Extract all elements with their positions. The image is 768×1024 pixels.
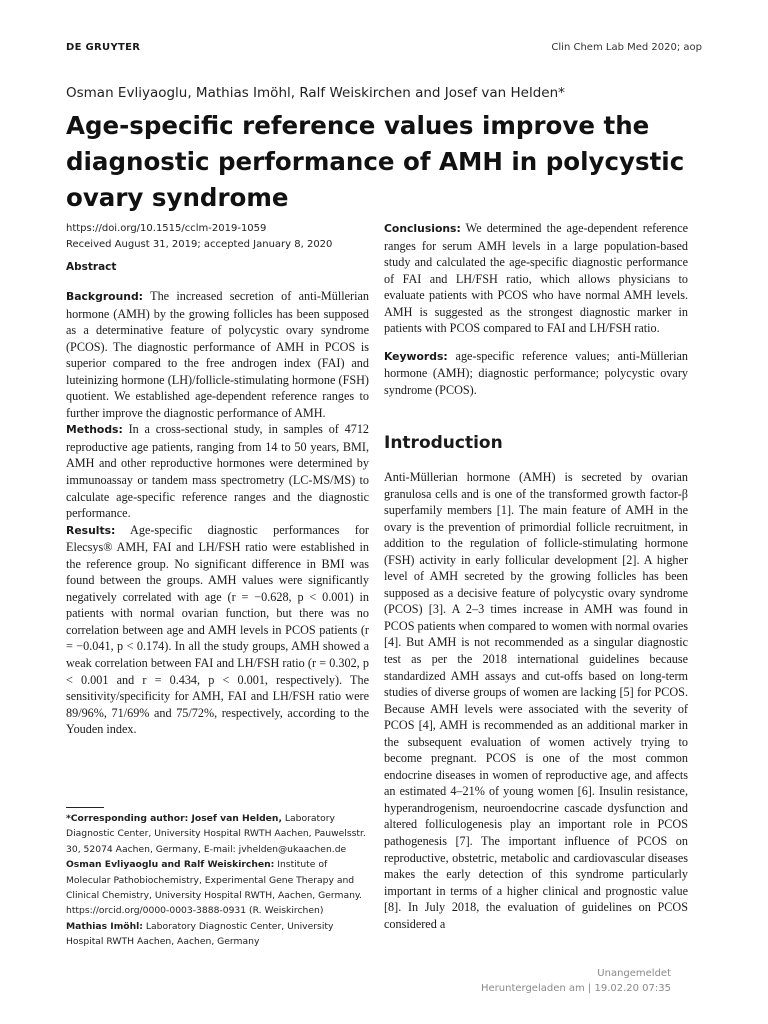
article-meta	[66, 221, 332, 253]
watermark-status: Unangemeldet	[597, 968, 671, 979]
background-text: The increased secretion of anti-Müllerian hormone (AMH) by the growing follicles has been supposed as a determinative feature of polycystic ovary syndrome (PCOS). The diagnostic performance of AMH in PCOS is superior compared to the free androgen index (FAI) and luteinizing hormone (LH)/follicle-stimulating hormone (FSH) quotient. We established age-dependent reference ranges to further improve the diagnostic performance of AMH.	[66, 289, 369, 420]
results-text: Age-specific diagnostic performances for Elecsys® AMH, FAI and LH/FSH ratio were established in the reference group. No significant difference in BMI was found between the groups. AMH values were significantly negatively correlated with age (r = −0.628, p < 0.001) in patients with normal ovarian function, but there was no correlation between age and AMH levels in PCOS patients (r = −0.041, p < 0.174). In all the study groups, AMH showed a weak correlation between FAI and LH/FSH ratio (r = 0.302, p < 0.001 and r = 0.434, p < 0.001, respectively). The sensitivity/specificity for AMH, FAI and LH/FSH ratio were 89/96%, 71/69% and 75/72%, respectively, according to the Youden index.	[66, 522, 369, 737]
affiliation-1-text: Institute of Molecular Pathobiochemistry, Experimental Gene Therapy and Clinical Chemistry, University Hospital RWTH, Aachen, Germany. https://orcid.org/0000-0003-3888-0931 (R. Weiskirchen)	[66, 859, 362, 917]
abstract-left-column	[66, 288, 369, 738]
article-title: Age-specific reference values improve the diagnostic performance of AMH in polycystic ovary syndrome	[66, 111, 685, 212]
affiliation-2-label: Mathias Imöhl:	[66, 920, 143, 932]
received-dates: Received August 31, 2019; accepted January 8, 2020	[66, 239, 333, 250]
methods-text: In a cross-sectional study, in samples of 4712 reproductive age patients, ranging from 14 to 50 years, BMI, AMH and other reproductive hormones were determined by immunoassay or tandem mass spectrometry (LC-MS/MS) to calculate age-specific reference ranges and the diagnostic performance.	[66, 422, 370, 521]
corresponding-author-label: *Corresponding author: Josef van Helden,	[66, 813, 282, 824]
author-list: Osman Evliyaoglu, Mathias Imöhl, Ralf Weiskirchen and Josef van Helden*	[66, 85, 565, 101]
methods-label: Methods:	[66, 423, 123, 437]
doi-link[interactable]: https://doi.org/10.1515/cclm-2019-1059	[66, 223, 267, 234]
journal-citation: Clin Chem Lab Med 2020; aop	[551, 42, 702, 53]
conclusions-text: We determined the age-dependent reference ranges for serum AMH levels in a large population-based study and calculated the age-specific diagnostic performance of FAI and LH/FSH ratio, which allows physicians to evaluate patients with PCOS who have normal AMH levels. AMH is suggested as the strongest diagnostic marker in patients with PCOS compared to FAI and LH/FSH ratio.	[384, 221, 689, 336]
keywords-paragraph	[384, 348, 688, 399]
publisher-name: DE GRUYTER	[66, 42, 141, 53]
affiliation-note-1	[66, 857, 371, 919]
results-paragraph	[66, 522, 369, 738]
author-footnotes	[66, 811, 371, 950]
methods-paragraph	[66, 421, 369, 521]
keywords-label: Keywords:	[384, 349, 448, 363]
footnote-divider	[66, 807, 104, 808]
abstract-right-column	[384, 220, 688, 398]
affiliation-note-2	[66, 919, 371, 950]
abstract-heading: Abstract	[66, 261, 117, 273]
introduction-text: Anti-Müllerian hormone (AMH) is secreted by ovarian granulosa cells and is one of the transformed growth factor-β superfamily members [1]. The main feature of AMH in the ovary is the prevention of primordial follicle recruitment, in addition to the regulation of follicle-stimulating hormone (FSH) activity in early follicular development [2]. A higher level of AMH secreted by the growing follicles has been supposed as a decisive feature of polycystic ovary syndrome (PCOS) [3]. A 2–3 times increase in AMH was found in PCOS patients when compared to women with normal ovaries [4]. But AMH is not recommended as a singular diagnostic test as per the 2018 international guidelines because standardized AMH assays and cut-offs based on long-term studies of diverse groups of women are lacking [5] for PCOS. Because AMH levels were associated with the severity of PCOS [4], AMH is recommended as an additional marker in the subsequent evaluation of women actively trying to become pregnant. PCOS is one of the most common endocrine diseases in women of reproductive age, and affects an estimated 4–21% of young women [6]. Insulin resistance, hyperandrogenism, neuroendocrine cascade dysfunction and altered folliculogenesis play an important role in PCOS pathogenesis [7]. The important influence of PCOS on reproductive, obstetric, metabolic and cardiovascular diseases makes the early detection of this syndrome particularly important in terms of a higher clinical and prognostic value [8]. In July 2018, the evaluation of guidelines on PCOS considered a	[384, 470, 688, 931]
results-label: Results:	[66, 523, 116, 537]
affiliation-1-label: Osman Evliyaoglu and Ralf Weiskirchen:	[66, 859, 275, 871]
conclusions-label: Conclusions:	[384, 222, 461, 235]
introduction-heading: Introduction	[384, 433, 503, 453]
keywords-text: age-specific reference values; anti-Müllerian hormone (AMH); diagnostic performance; polycystic ovary syndrome (PCOS).	[384, 348, 688, 397]
corresponding-author-note	[66, 811, 371, 857]
corresponding-author-address: Laboratory Diagnostic Center, University Hospital RWTH Aachen, Pauwelsstr. 30, 52074 Aachen, Germany, E-mail: jvhelden@ukaachen.de	[66, 813, 366, 855]
watermark-download-date: Heruntergeladen am | 19.02.20 07:35	[480, 983, 671, 994]
conclusions-paragraph	[384, 220, 688, 337]
background-paragraph	[66, 288, 369, 421]
background-label: Background:	[66, 290, 143, 303]
affiliation-2-text: Laboratory Diagnostic Center, University Hospital RWTH Aachen, Aachen, Germany	[66, 920, 334, 948]
